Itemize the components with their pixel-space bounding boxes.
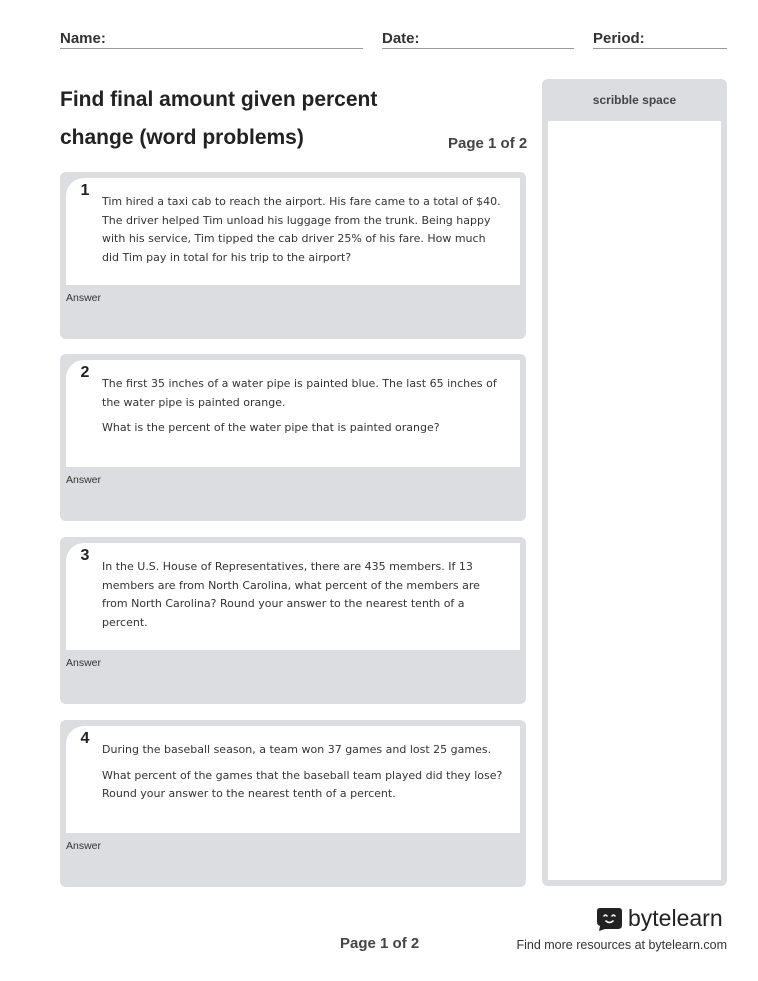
question-body-4 xyxy=(66,726,520,833)
page-indicator: Page 1 of 2 xyxy=(448,135,528,152)
answer-area[interactable] xyxy=(66,856,520,881)
question-paragraph: The first 35 inches of a water pipe is painted blue. The last 65 inches of the water pipe is painted orange. xyxy=(102,377,497,409)
date-field[interactable] xyxy=(382,48,574,49)
answer-area[interactable] xyxy=(66,673,520,698)
question-text xyxy=(102,741,506,811)
question-number: 4 xyxy=(80,730,90,747)
question-text xyxy=(102,193,506,274)
resources-link[interactable]: Find more resources at bytelearn.com xyxy=(516,938,727,952)
question-body-2 xyxy=(66,360,520,467)
date-label: Date: xyxy=(382,30,420,47)
question-number: 2 xyxy=(80,364,90,381)
question-body-3 xyxy=(66,543,520,650)
question-card-2 xyxy=(60,354,526,521)
name-label: Name: xyxy=(60,30,106,47)
answer-label: Answer xyxy=(66,840,102,852)
question-paragraph: What is the percent of the water pipe that is painted orange? xyxy=(102,421,440,434)
answer-area[interactable] xyxy=(66,308,520,333)
question-card-1 xyxy=(60,172,526,339)
question-number: 3 xyxy=(80,547,90,564)
scribble-area[interactable] xyxy=(548,121,721,880)
period-field[interactable] xyxy=(593,48,727,49)
question-text xyxy=(102,375,506,445)
question-paragraph: What percent of the games that the baseball team played did they lose? Round your answer to the nearest tenth of a percent. xyxy=(102,768,503,800)
name-field[interactable] xyxy=(60,48,363,49)
answer-label: Answer xyxy=(66,657,102,669)
worksheet-title-line-2: change (word problems) xyxy=(60,126,304,149)
question-text xyxy=(102,558,506,639)
scribble-panel xyxy=(542,79,727,886)
period-label: Period: xyxy=(593,30,645,47)
question-body-1 xyxy=(66,178,520,285)
question-number: 1 xyxy=(80,182,90,199)
question-card-3 xyxy=(60,537,526,704)
question-card-4 xyxy=(60,720,526,887)
answer-area[interactable] xyxy=(66,490,520,515)
bytelearn-brand: bytelearn xyxy=(628,905,723,931)
footer-page-indicator: Page 1 of 2 xyxy=(340,935,420,952)
worksheet-title-line-1: Find final amount given percent xyxy=(60,88,378,111)
question-paragraph: In the U.S. House of Representatives, there are 435 members. If 13 members are from North Carolina, what percent of the members are from North Carolina? Round your answer to the nearest tenth of a percent. xyxy=(102,560,480,629)
question-paragraph: During the baseball season, a team won 37 games and lost 25 games. xyxy=(102,743,492,756)
answer-label: Answer xyxy=(66,292,102,304)
bytelearn-logo-icon xyxy=(596,906,623,932)
answer-label: Answer xyxy=(66,474,102,486)
scribble-title: scribble space xyxy=(592,93,677,107)
question-paragraph: Tim hired a taxi cab to reach the airport. His fare came to a total of $40. The driver helped Tim unload his luggage from the trunk. Being happy with his service, Tim tipped the cab driver 25% of his fare. How much did Tim pay in total for his trip to the airport? xyxy=(102,195,501,264)
